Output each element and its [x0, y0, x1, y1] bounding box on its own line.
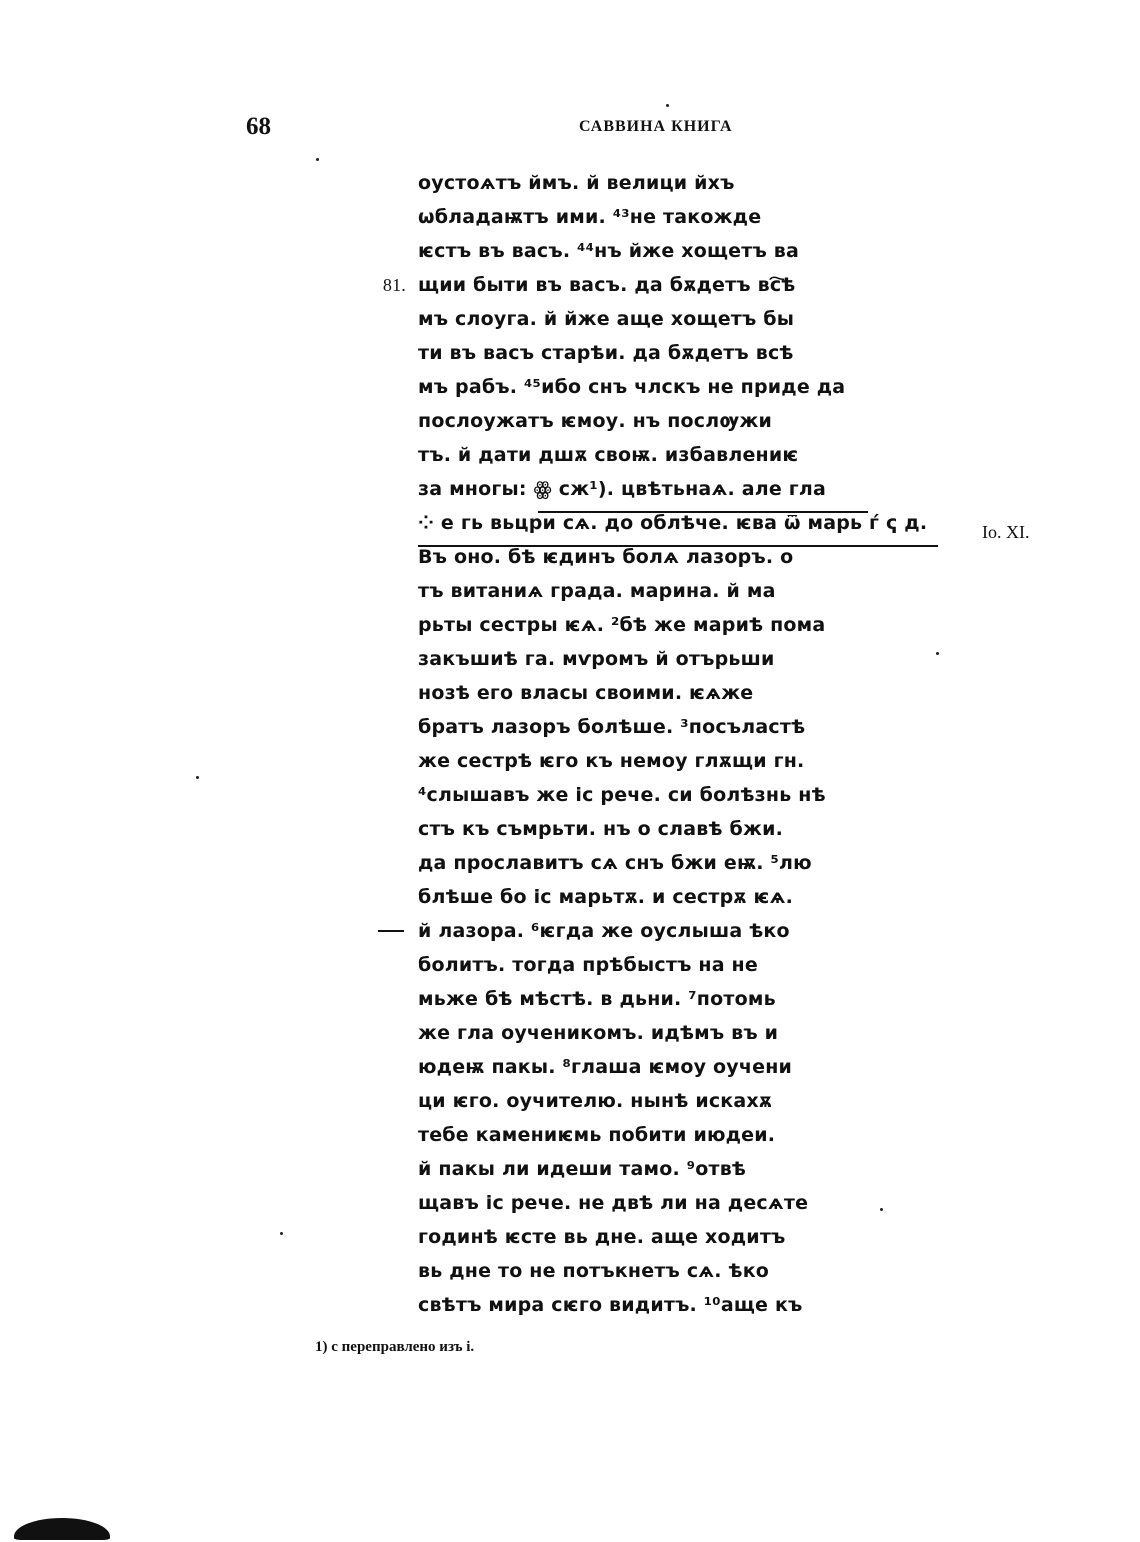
text-line [418, 234, 888, 268]
line-text: послоужатъ ѥмоу. нъ послѹжи [418, 410, 773, 432]
line-text: закъшиѣ га. мѵромъ й отърьши [418, 648, 775, 670]
text-line [418, 1288, 888, 1322]
print-speck [666, 104, 669, 107]
text-line [418, 472, 888, 506]
text-line [418, 914, 888, 948]
line-text: вь дне то не потъкнетъ сѧ. ѣко [418, 1260, 770, 1282]
line-text: годинѣ ѥсте вь дне. аще ходитъ [418, 1226, 786, 1248]
print-speck [880, 1208, 883, 1211]
line-text: юдеѭ пакы. ⁸глаша ѥмоу оучени [418, 1056, 793, 1078]
line-text: рьты сестры ѥѧ. ²бѣ же мариѣ пома [418, 614, 826, 636]
print-speck [280, 1232, 283, 1235]
text-line [418, 778, 888, 812]
line-text: стъ къ съмрьти. нъ о славѣ бжи. [418, 818, 784, 840]
text-line [418, 1016, 888, 1050]
line-text: ѡбладаѭтъ ими. ⁴³не такожде [418, 206, 762, 228]
line-text: ти въ васъ старѣи. да бѫдетъ всѣ [418, 342, 794, 364]
text-line [418, 540, 888, 574]
marginal-reference: Io. XI. [982, 522, 1030, 542]
line-text: братъ лазоръ болѣше. ³посъластѣ [418, 716, 806, 738]
line-text: нозѣ его власы своими. ѥѧже [418, 682, 754, 704]
text-line [418, 438, 888, 472]
text-line [418, 1050, 888, 1084]
line-text: оустоѧтъ ймъ. й велици йхъ [418, 172, 735, 194]
text-line [418, 642, 888, 676]
page-stain [14, 1518, 110, 1540]
line-text: Въ оно. бѣ ѥдинъ болѧ лазоръ. о [418, 546, 794, 568]
line-text: болитъ. тогда прѣбыстъ на не [418, 954, 758, 976]
main-text-column [382, 166, 928, 1322]
page-number: 68 [246, 113, 271, 140]
line-text: блѣше бо ic марьтѫ. и сестрѫ ѥѧ. [418, 886, 794, 908]
text-line [418, 948, 888, 982]
print-speck [316, 158, 319, 161]
line-text: щавъ ic рече. не двѣ ли на десѧте [418, 1192, 809, 1214]
text-line [418, 302, 888, 336]
text-line [418, 710, 888, 744]
text-line [418, 846, 888, 880]
text-line [418, 370, 888, 404]
line-text: ци ѥго. оучителю. нынѣ искахѫ [418, 1090, 773, 1112]
text-line [418, 574, 888, 608]
text-line [418, 336, 888, 370]
margin-dash [378, 930, 404, 932]
line-text: же сестрѣ ѥго къ немоу глѫщи гн. [418, 750, 805, 772]
text-line [418, 200, 888, 234]
line-text: мъ слоуга. й йже аще хощетъ бы [418, 308, 795, 330]
line-text: тебе камениѥмь побити июдеи. [418, 1124, 776, 1146]
text-line [418, 608, 888, 642]
folio-line-number: 81. [382, 275, 406, 295]
text-line [382, 268, 888, 302]
line-text: свѣтъ мира сѥго видитъ. ¹⁰аще къ [418, 1294, 803, 1316]
line-text: тъ. й дати дшѫ своѭ. избавлениѥ [418, 444, 799, 466]
line-text: й пакы ли идеши тамо. ⁹отвѣ [418, 1158, 747, 1180]
line-text: ⁘ е гь вьцри сѧ. до облѣче. ѥва ѿ марь ѓ ҁ д. [418, 512, 928, 534]
line-text: ⁴слышавъ же ic рече. си болѣзнь нѣ [418, 784, 826, 806]
text-line [418, 880, 888, 914]
line-text: тъ витаниѧ града. марина. й ма [418, 580, 776, 602]
text-line [418, 1220, 888, 1254]
text-line [418, 982, 888, 1016]
text-line [418, 1254, 888, 1288]
text-line [418, 1152, 888, 1186]
line-text: щии быти въ васъ. да бѫдетъ вс҇ѣ [418, 274, 796, 296]
print-speck [936, 652, 939, 655]
print-speck [196, 776, 199, 779]
line-text: ѥстъ въ васъ. ⁴⁴нъ йже хощетъ ва [418, 240, 799, 262]
text-line [418, 166, 888, 200]
line-text: же гла оученикомъ. идѣмъ въ и [418, 1022, 779, 1044]
text-line [418, 404, 888, 438]
footnote: 1) с переправлено изъ і. [315, 1339, 475, 1355]
line-text: мъ рабъ. ⁴⁵ибо снъ члскъ не приде да [418, 376, 846, 398]
text-line [418, 812, 888, 846]
text-line [418, 676, 888, 710]
running-head: САВВИНА КНИГА [579, 118, 733, 135]
text-line [418, 1186, 888, 1220]
line-text: й лазора. ⁶ѥгда же оуслыша ѣко [418, 920, 790, 942]
text-line [418, 506, 928, 540]
line-text: да прославитъ сѧ снъ бжи еѭ. ⁵лю [418, 852, 812, 874]
line-text: мьже бѣ мѣстѣ. в дьни. ⁷потомь [418, 988, 776, 1010]
text-line [418, 744, 888, 778]
line-text: за многы: ꙮ сж¹). цвѣтьнаѧ. але гла [418, 478, 826, 500]
text-line [418, 1118, 888, 1152]
text-line [418, 1084, 888, 1118]
